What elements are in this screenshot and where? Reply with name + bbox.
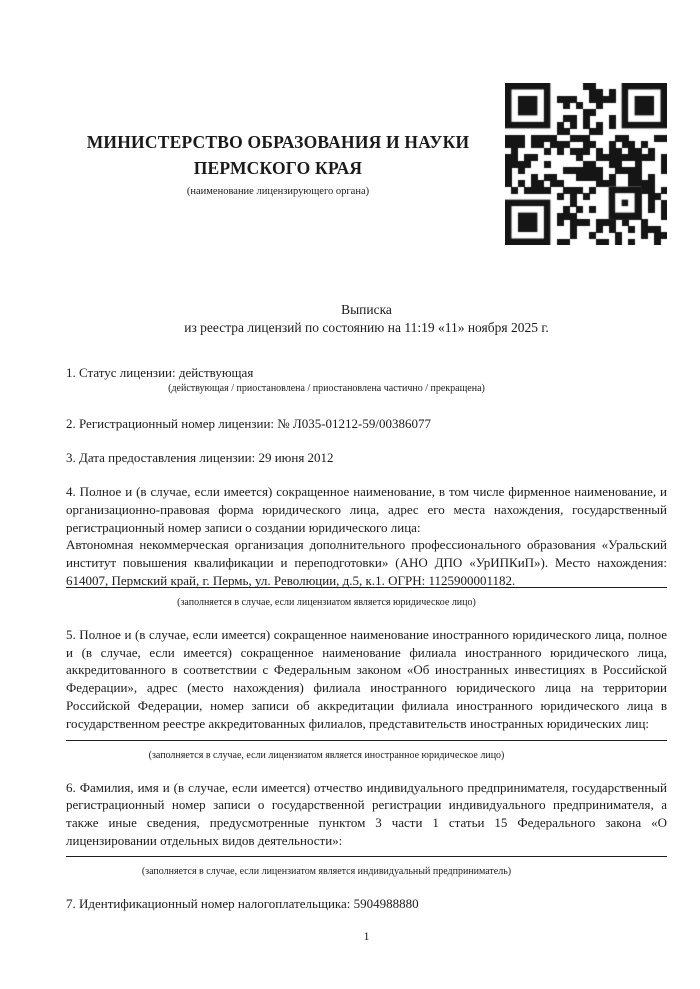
document-header [66,0,667,251]
document-title-line2: из реестра лицензий по состоянию на 11:19 «11» ноября 2025 г. [184,320,549,336]
fields-list [66,364,667,913]
page-number: 1 [363,928,370,943]
fill-in-line [66,856,667,857]
field-license-status [66,364,667,397]
field-individual-entrepreneur [66,779,667,879]
field-registration-number-text: 2. Регистрационный номер лицензии: № Л035-01212-59/00386077 [66,416,432,432]
field-individual-entrepreneur-caption: (заполняется в случае, если лицензиатом является индивидуальный предприниматель) [141,865,512,877]
field-legal-entity-text: 4. Полное и (в случае, если имеется) сокращенное наименование, в том числе фирменное наименование, и организационно-правовая форма юридического лица, адрес его места нахождения, государственный регистрационный номер записи о создании юридического лица: [66,483,667,535]
qr-code-icon [505,83,667,245]
field-license-status-text: 1. Статус лицензии: действующая [66,364,254,380]
field-foreign-entity-text: 5. Полное и (в случае, если имеется) сокращенное наименование иностранного юридического лица, полное и (в случае, если имеется) сокращенное наименование филиала иностранного юридического лица, аккредитованного в соответствии с Федеральным законом «Об иностранных инвестициях в Российской Федерации», адрес (место нахождения) филиала иностранного юридического лица на территории Российской Федерации, номер записи об аккредитации филиала иностранного юридического лица в государственном реестре аккредитованных филиалов, представительств иностранных юридических лиц: [66,626,667,731]
document-title-line1: Выписка [341,302,392,317]
field-registration-number [66,415,667,433]
field-taxpayer-id-text: 7. Идентификационный номер налогоплательщика: 5904988880 [66,895,419,911]
ministry-name-line1: МИНИСТЕРСТВО ОБРАЗОВАНИЯ И НАУКИ [86,132,470,152]
field-foreign-entity [66,626,667,763]
field-individual-entrepreneur-text: 6. Фамилия, имя и (в случае, если имеется) отчество индивидуального предпринимателя, государственный регистрационный номер записи о государственной регистрации индивидуального предпринимателя, а также иные сведения, предусмотренные пунктом 3 части 1 статьи 15 Федерального закона «О лицензировании отдельных видов деятельности»: [66,779,667,848]
field-license-date [66,449,667,467]
field-legal-entity [66,483,667,610]
field-legal-entity-caption: (заполняется в случае, если лицензиатом является юридическое лицо) [177,596,476,608]
document-title [66,301,667,338]
licensing-authority [66,130,490,199]
field-legal-entity-value: Автономная некоммерческая организация дополнительного профессионального образования «Уральский институт повышения квалификации и переподготовки» (АНО ДПО «УрИПКиП»). Место нахождения: 614007, Пермский край, г. Пермь, ул. Революции, д.5, к.1. ОГРН: 1125900001182. [66,537,667,588]
ministry-name-line2: ПЕРМСКОГО КРАЯ [193,157,363,178]
field-taxpayer-id [66,895,667,913]
field-license-status-caption: (действующая / приостановлена / приостановлена частично / прекращена) [168,383,485,395]
ministry-caption: (наименование лицензирующего органа) [186,186,370,197]
field-license-date-text: 3. Дата предоставления лицензии: 29 июня 2012 [66,450,334,466]
fill-in-line [66,740,667,741]
field-foreign-entity-caption: (заполняется в случае, если лицензиатом является иностранное юридическое лицо) [148,749,505,761]
